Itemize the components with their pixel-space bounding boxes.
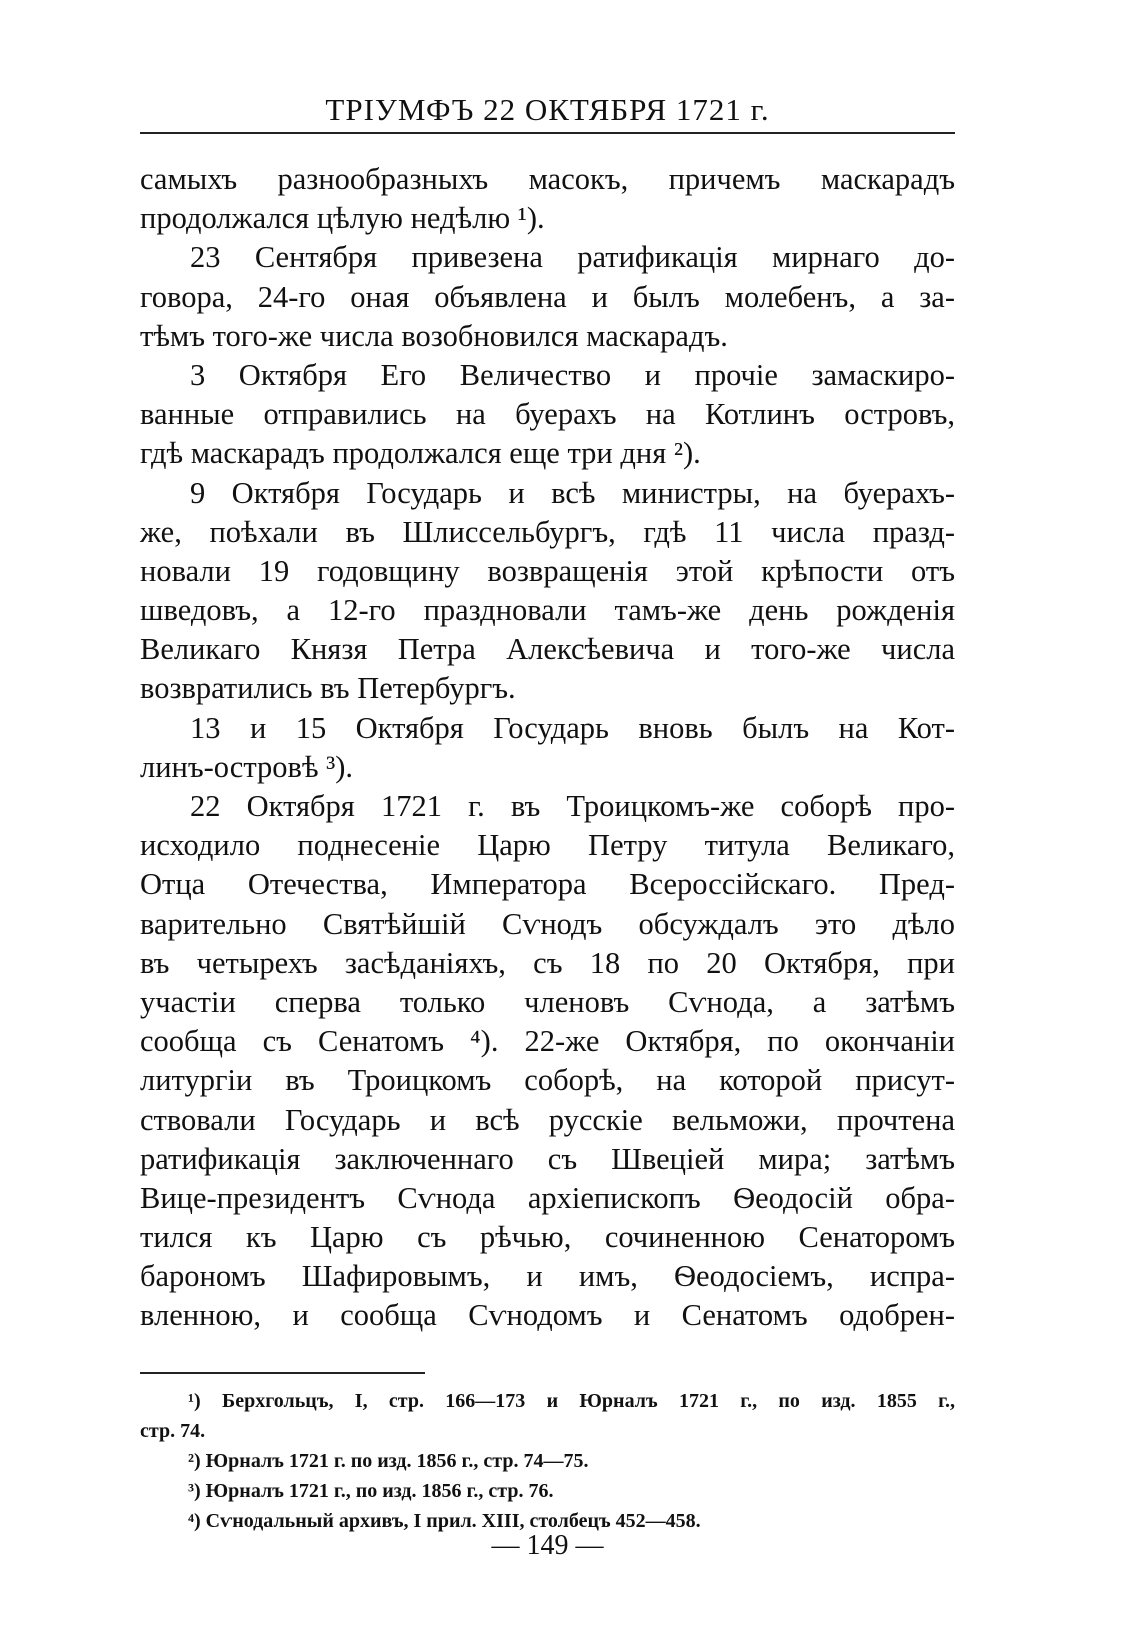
- text-line: Отца Отечества, Императора Всероссійскаго. Пред-: [140, 867, 955, 902]
- running-header: ТРІУМФЪ 22 ОКТЯБРЯ 1721 г.: [325, 92, 770, 127]
- text-line: Вице-президентъ Сѵнода архіепископъ Ѳеодосій обра-: [140, 1180, 955, 1215]
- text-line: самыхъ разнообразныхъ масокъ, причемъ маскарадъ: [140, 162, 955, 196]
- paragraph: [140, 709, 955, 787]
- footnote-line: ¹) Берхгольцъ, I, стр. 166—173 и Юрналъ 1721 г., по изд. 1855 г.,: [188, 1390, 955, 1412]
- paragraph: [140, 474, 955, 709]
- text-line: литургіи въ Троицкомъ соборѣ, на которой присут-: [140, 1063, 955, 1098]
- header-rule: [140, 132, 955, 134]
- page-number: — 149 —: [491, 1530, 604, 1561]
- text-line: 23 Сентября привезена ратификація мирнаго до-: [190, 240, 955, 275]
- text-line: тѣмъ того-же числа возобновился маскарадъ.: [140, 318, 728, 353]
- text-line: же, поѣхали въ Шлиссельбургъ, гдѣ 11 числа празд-: [140, 514, 955, 549]
- text-line: говора, 24-го оная объявлена и былъ молебенъ, а за-: [140, 279, 955, 314]
- main-text: [140, 160, 955, 1336]
- footnote-line: ²) Юрналъ 1721 г. по изд. 1856 г., стр. 74—75.: [188, 1450, 589, 1472]
- text-line: Великаго Князя Петра Алексѣевича и того-же числа: [140, 632, 955, 667]
- footnote-line: стр. 74.: [140, 1420, 206, 1442]
- text-line: ратификація заключеннаго съ Швеціей мира; затѣмъ: [140, 1141, 955, 1176]
- text-line: 22 Октября 1721 г. въ Троицкомъ-же соборѣ про-: [190, 789, 955, 823]
- text-line: 13 и 15 Октября Государь вновь былъ на Кот-: [190, 710, 955, 745]
- text-line: исходило поднесеніе Царю Петру титула Великаго,: [140, 828, 955, 863]
- text-line: 9 Октября Государь и всѣ министры, на буерахъ-: [190, 475, 955, 510]
- text-line: шведовъ, а 12-го праздновали тамъ-же день рожденія: [140, 593, 955, 628]
- text-line: гдѣ маскарадъ продолжался еще три дня ²).: [140, 436, 701, 471]
- paragraph: [140, 238, 955, 356]
- text-line: участіи сперва только членовъ Сѵнода, а затѣмъ: [140, 984, 955, 1019]
- text-line: ствовали Государь и всѣ русскіе вельможи, прочтена: [140, 1102, 955, 1137]
- footnotes: [140, 1386, 955, 1536]
- text-line: барономъ Шафировымъ, и имъ, Ѳеодосіемъ, испра-: [140, 1259, 955, 1294]
- text-line: продолжался цѣлую недѣлю ¹).: [140, 201, 545, 236]
- text-line: въ четырехъ засѣданіяхъ, съ 18 по 20 Октября, при: [140, 945, 955, 980]
- text-line: 3 Октября Его Величество и прочіе замаскиро-: [190, 357, 955, 392]
- text-line: варительно Святѣйшій Сѵнодъ обсуждалъ это дѣло: [140, 906, 955, 941]
- text-line: сообща съ Сенатомъ ⁴). 22-же Октября, по окончаніи: [140, 1024, 955, 1059]
- text-line: линъ-островѣ ³).: [140, 749, 354, 784]
- footnote-line: ⁴) Сѵнодальный архивъ, I прил. XIII, столбецъ 452—458.: [188, 1510, 701, 1532]
- text-line: возвратились въ Петербургъ.: [140, 671, 516, 706]
- text-line: вленною, и сообща Сѵнодомъ и Сенатомъ одобрен-: [140, 1298, 955, 1333]
- text-line: тился къ Царю съ рѣчью, сочиненною Сенаторомъ: [140, 1220, 955, 1255]
- text-line: ванные отправились на буерахъ на Котлинъ островъ,: [140, 397, 955, 432]
- footnote-rule: [140, 1372, 425, 1374]
- paragraph: [140, 787, 955, 1336]
- text-line: новали 19 годовщину возвращенія этой крѣпости отъ: [140, 553, 955, 588]
- footnote-line: ³) Юрналъ 1721 г., по изд. 1856 г., стр. 76.: [188, 1480, 554, 1502]
- paragraph: [140, 160, 955, 238]
- paragraph: [140, 356, 955, 474]
